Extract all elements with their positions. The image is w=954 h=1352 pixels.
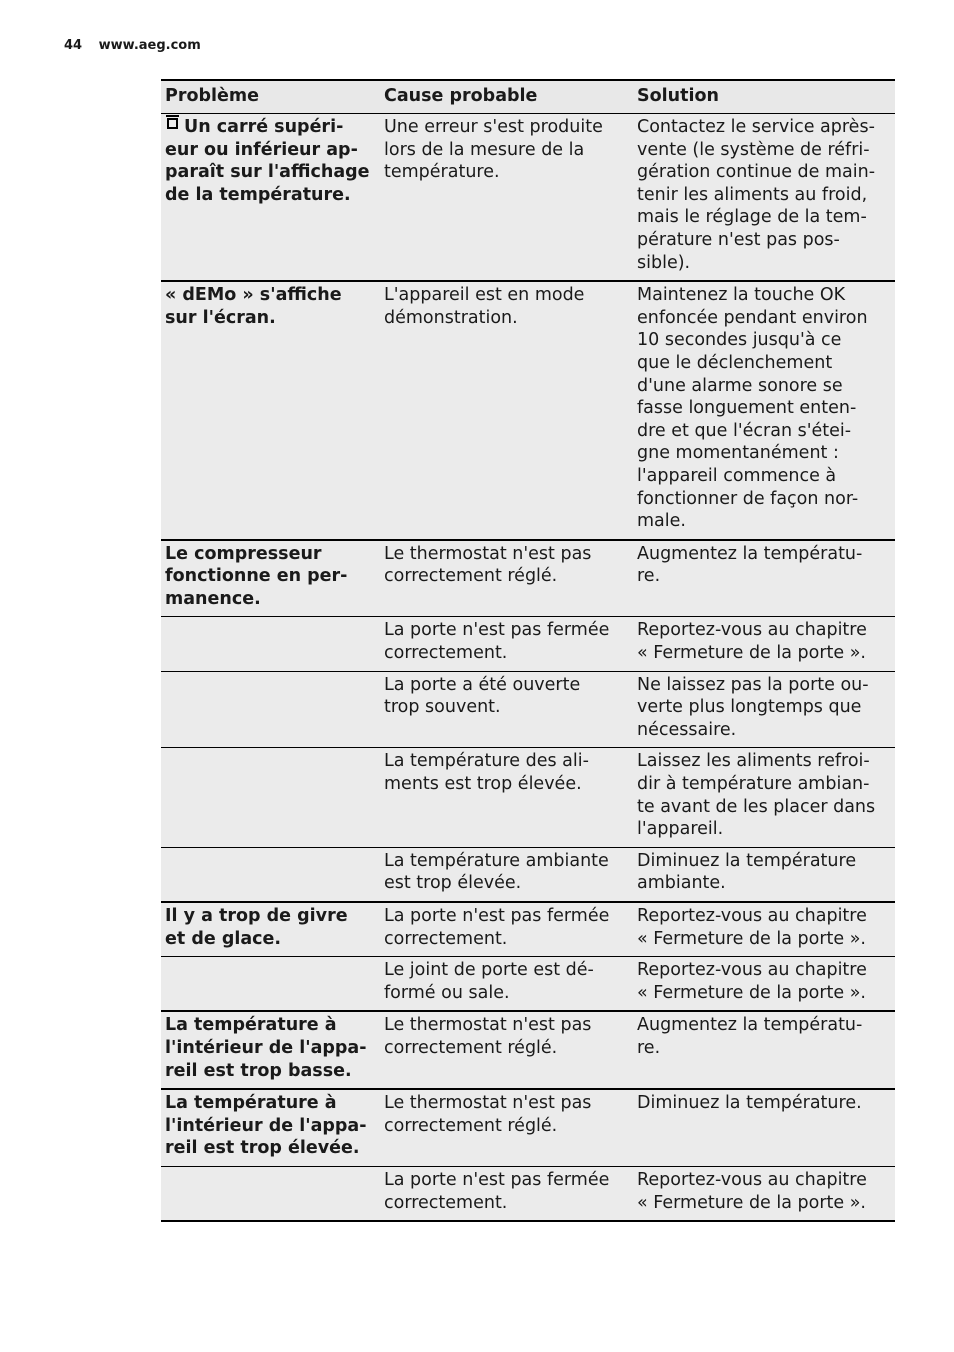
table-row — [161, 902, 895, 957]
solution-cell: Maintenez la touche OK enfoncée pendant environ 10 secondes jusqu'à ce que le déclenchement d'une alarme sonore se fasse longuement enten- dre et que l'écran s'étei- gne momentanément : l'appareil commence à fonctionner de façon nor- male. — [633, 281, 895, 540]
solution-cell: Diminuez la température. — [633, 1089, 895, 1166]
solution-cell: Reportez-vous au chapitre « Fermeture de la porte ». — [633, 617, 895, 671]
header-cause: Cause probable — [380, 80, 633, 114]
header-problem: Problème — [161, 80, 380, 114]
problem-cell: La température à l'intérieur de l'appa- reil est trop basse. — [161, 1011, 380, 1089]
cause-cell: Le thermostat n'est pas correctement réglé. — [380, 540, 633, 617]
solution-cell: Reportez-vous au chapitre « Fermeture de la porte ». — [633, 902, 895, 957]
page-number: 44 — [64, 38, 83, 53]
table-row — [161, 540, 895, 617]
solution-cell: Augmentez la températu- re. — [633, 1011, 895, 1089]
solution-cell: Contactez le service après- vente (le système de réfri- gération continue de main- tenir les aliments au froid, mais le réglage de la tem- pérature n'est pas pos- sible). — [633, 114, 895, 282]
problem-cell: Un carré supéri- eur ou inférieur ap- paraît sur l'affichage de la température. — [161, 114, 380, 282]
cause-cell: La porte n'est pas fermée correctement. — [380, 617, 633, 671]
cause-cell: Une erreur s'est produite lors de la mesure de la température. — [380, 114, 633, 282]
table-row — [161, 847, 895, 902]
problem-cell — [161, 748, 380, 847]
temperature-square-icon — [167, 118, 178, 129]
table-row — [161, 1166, 895, 1221]
cause-cell: Le joint de porte est dé- formé ou sale. — [380, 957, 633, 1012]
cause-cell: Le thermostat n'est pas correctement réglé. — [380, 1011, 633, 1089]
problem-cell — [161, 617, 380, 671]
table-row — [161, 748, 895, 847]
table-row — [161, 1089, 895, 1166]
table-header-row — [161, 80, 895, 114]
table-row — [161, 671, 895, 748]
solution-cell: Augmentez la températu- re. — [633, 540, 895, 617]
cause-cell: La température des ali- ments est trop élevée. — [380, 748, 633, 847]
solution-cell: Laissez les aliments refroi- dir à température ambian- te avant de les placer dans l'appareil. — [633, 748, 895, 847]
solution-cell: Reportez-vous au chapitre « Fermeture de la porte ». — [633, 1166, 895, 1221]
table-row — [161, 957, 895, 1012]
solution-cell: Reportez-vous au chapitre « Fermeture de la porte ». — [633, 957, 895, 1012]
problem-cell: Le compresseur fonctionne en per- manence. — [161, 540, 380, 617]
cause-cell: La porte n'est pas fermée correctement. — [380, 1166, 633, 1221]
cause-cell: Le thermostat n'est pas correctement réglé. — [380, 1089, 633, 1166]
cause-cell: La porte n'est pas fermée correctement. — [380, 902, 633, 957]
table-row — [161, 617, 895, 671]
page-header — [64, 38, 201, 53]
problem-cell: « dEMo » s'affiche sur l'écran. — [161, 281, 380, 540]
problem-cell — [161, 957, 380, 1012]
table-row — [161, 114, 895, 282]
solution-cell: Diminuez la température ambiante. — [633, 847, 895, 902]
table-row — [161, 1011, 895, 1089]
troubleshooting-table — [161, 79, 895, 1222]
cause-cell: La température ambiante est trop élevée. — [380, 847, 633, 902]
problem-cell: La température à l'intérieur de l'appa- reil est trop élevée. — [161, 1089, 380, 1166]
problem-cell — [161, 1166, 380, 1221]
problem-cell: Il y a trop de givre et de glace. — [161, 902, 380, 957]
header-solution: Solution — [633, 80, 895, 114]
problem-cell — [161, 847, 380, 902]
cause-cell: L'appareil est en mode démonstration. — [380, 281, 633, 540]
table-row — [161, 281, 895, 540]
website-url: www.aeg.com — [98, 38, 201, 53]
problem-cell — [161, 671, 380, 748]
solution-cell: Ne laissez pas la porte ou- verte plus longtemps que nécessaire. — [633, 671, 895, 748]
cause-cell: La porte a été ouverte trop souvent. — [380, 671, 633, 748]
